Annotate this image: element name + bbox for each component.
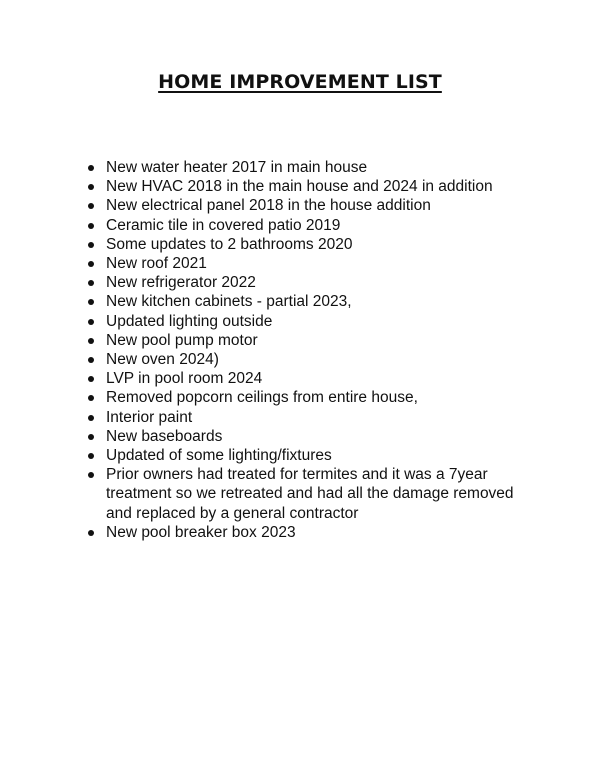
bullet-icon — [88, 261, 94, 267]
list-item — [88, 408, 528, 427]
list-item — [88, 254, 528, 273]
list-item-text: Updated of some lighting/fixtures — [106, 447, 332, 465]
list-item — [88, 312, 528, 331]
bullet-icon — [88, 415, 94, 421]
bullet-icon — [88, 280, 94, 286]
list-item — [88, 331, 528, 350]
page-title: HOME IMPROVEMENT LIST — [158, 71, 442, 93]
bullet-icon — [88, 338, 94, 344]
list-item-text: New pool breaker box 2023 — [106, 523, 296, 541]
list-item — [88, 235, 528, 254]
bullet-icon — [88, 472, 94, 478]
bullet-icon — [88, 203, 94, 209]
bullet-icon — [88, 453, 94, 459]
list-item — [88, 465, 528, 523]
list-item — [88, 388, 528, 407]
list-item-text: New baseboards — [106, 427, 223, 445]
improvement-list — [88, 158, 528, 542]
bullet-icon — [88, 299, 94, 305]
list-item — [88, 427, 528, 446]
list-item — [88, 292, 528, 311]
list-item — [88, 446, 528, 465]
list-item-text: New electrical panel 2018 in the house addition — [106, 197, 431, 215]
list-item-text: Prior owners had treated for termites and it was a 7year treatment so we retreated and had all the damage removed and replaced by a general contractor — [106, 466, 514, 522]
list-item — [88, 369, 528, 388]
list-item — [88, 158, 528, 177]
list-item-text: Updated lighting outside — [106, 312, 273, 330]
list-item — [88, 273, 528, 292]
list-item-text: New water heater 2017 in main house — [106, 159, 368, 176]
list-item-text: Ceramic tile in covered patio 2019 — [106, 216, 341, 234]
list-item — [88, 523, 528, 542]
list-item — [88, 216, 528, 235]
list-item-text: New HVAC 2018 in the main house and 2024 in addition — [106, 178, 493, 196]
list-item-text: Interior paint — [106, 408, 193, 426]
list-item-text: Removed popcorn ceilings from entire house, — [106, 389, 418, 407]
list-item-text: LVP in pool room 2024 — [106, 370, 263, 388]
list-item-text: New roof 2021 — [106, 255, 207, 273]
bullet-icon — [88, 357, 94, 363]
bullet-icon — [88, 395, 94, 401]
list-item-text: Some updates to 2 bathrooms 2020 — [106, 235, 353, 253]
bullet-icon — [88, 319, 94, 325]
list-item-text: New oven 2024) — [106, 351, 219, 369]
bullet-icon — [88, 223, 94, 229]
bullet-icon — [88, 165, 94, 171]
list-item — [88, 177, 528, 196]
list-item-text: New kitchen cabinets - partial 2023, — [106, 293, 352, 311]
list-item — [88, 196, 528, 215]
bullet-icon — [88, 530, 94, 536]
list-item — [88, 350, 528, 369]
bullet-icon — [88, 376, 94, 382]
bullet-icon — [88, 434, 94, 440]
bullet-icon — [88, 184, 94, 190]
list-item-text: New refrigerator 2022 — [106, 274, 256, 292]
list-item-text: New pool pump motor — [106, 331, 258, 349]
bullet-icon — [88, 242, 94, 248]
